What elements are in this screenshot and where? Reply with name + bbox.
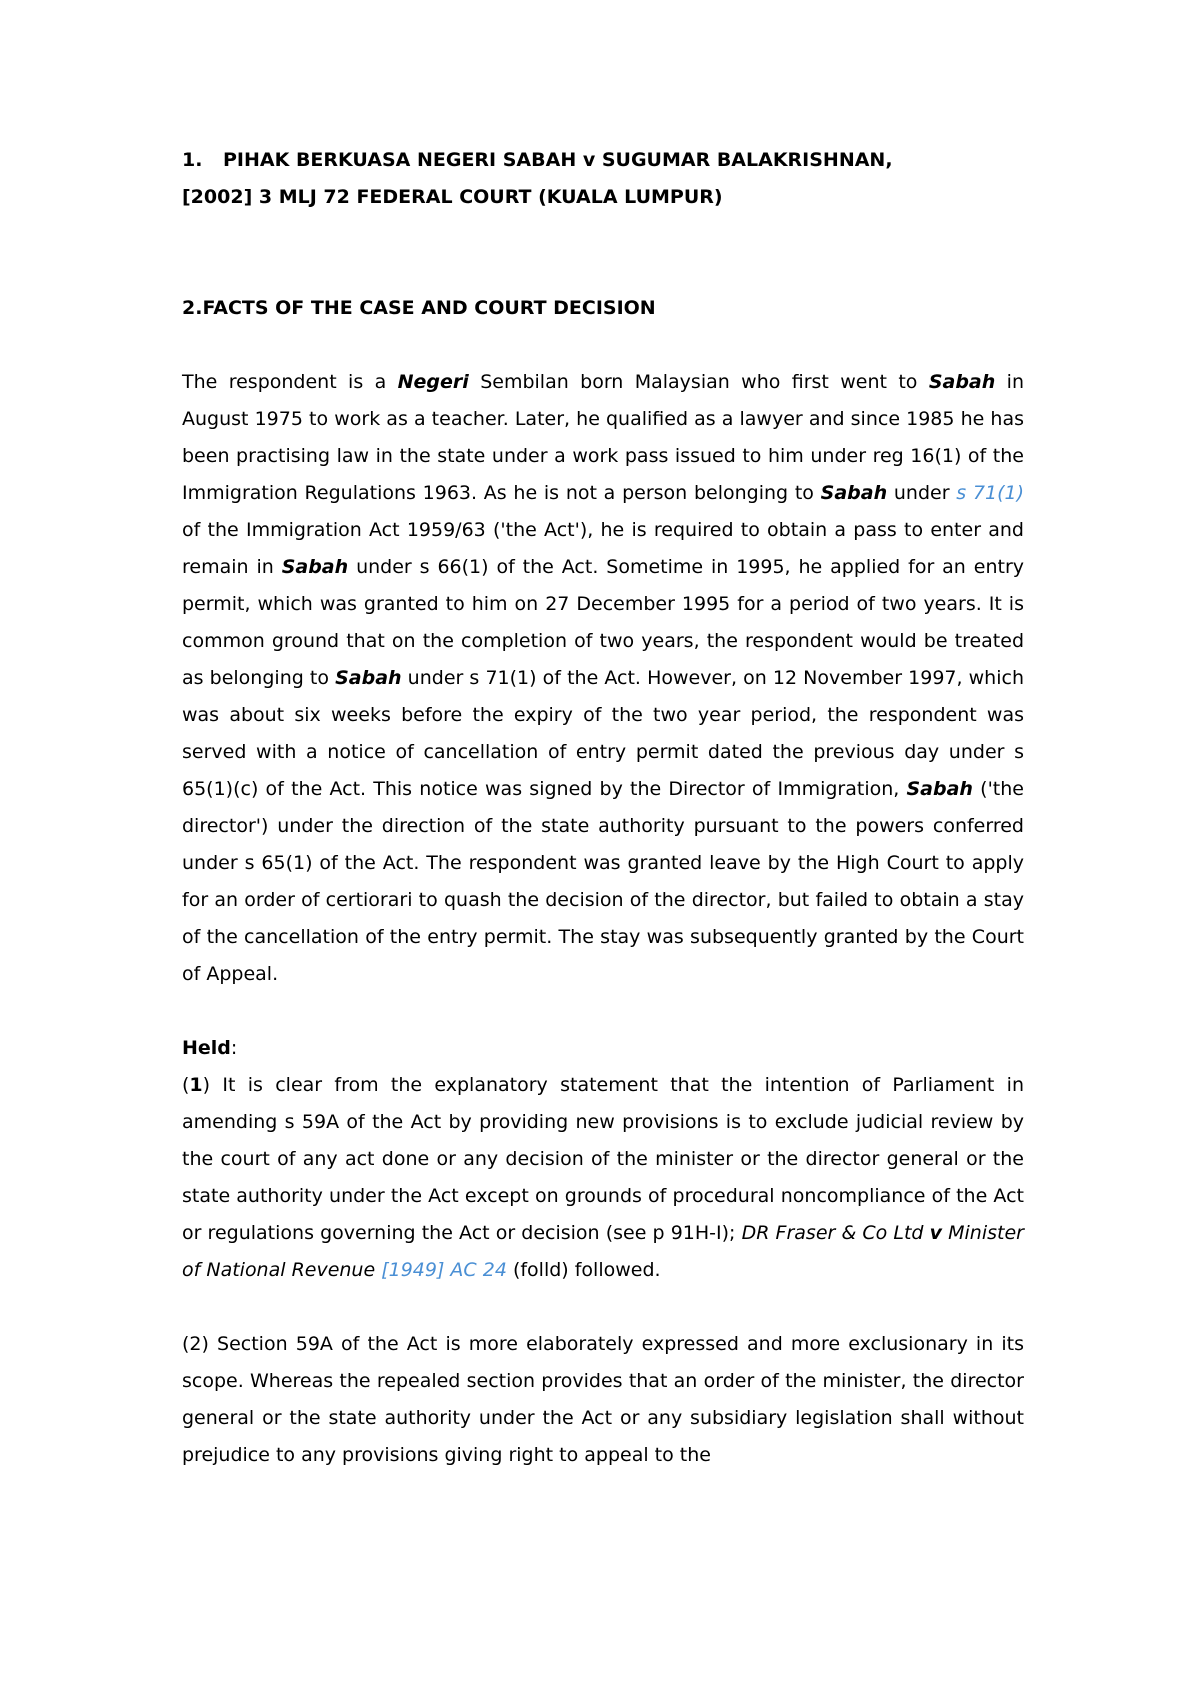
case-citation-link[interactable]: [1949] AC 24 xyxy=(381,1259,507,1281)
case-title-line-1 xyxy=(182,142,1024,179)
facts-emphasis-sabah: Sabah xyxy=(820,482,888,504)
spacer xyxy=(182,993,1024,1030)
case-name: DR Fraser & Co Ltd xyxy=(741,1222,930,1244)
held-text: (folld) followed. xyxy=(506,1259,661,1281)
facts-text: under s 71(1) of the Act. However, on 12 November 1997, which was about six weeks before the expiry of the two year period, the respondent was served with a notice of cancellation of entry permit dated the previous day under s 65(1)(c) of the Act. This notice was signed by the Director of Immigration, xyxy=(182,667,1024,800)
held-paragraph-1 xyxy=(182,1067,1024,1289)
held-point-number: 1 xyxy=(189,1074,203,1096)
facts-text: under s 66(1) of the Act. Sometime in 1995, he applied for an entry permit, which was granted to him on 27 December 1995 for a period of two years. It is common ground that on the completion of two years, the respondent would be treated as belonging to xyxy=(182,556,1024,689)
facts-emphasis-sabah: Sabah xyxy=(906,778,973,800)
facts-emphasis-sabah: Sabah xyxy=(335,667,402,689)
facts-text: ('the director') under the direction of the state authority pursuant to the powers conferred under s 65(1) of the Act. The respondent was granted leave by the High Court to apply for an order of certiorari to quash the decision of the director, but failed to obtain a stay of the cancellation of the entry permit. The stay was subsequently granted by the Court of Appeal. xyxy=(182,778,1024,985)
case-versus: v xyxy=(929,1222,943,1244)
facts-text: The respondent is a xyxy=(182,371,398,393)
facts-text: Sembilan born Malaysian who first went to xyxy=(468,371,929,393)
section-71-link[interactable]: s 71(1) xyxy=(956,482,1024,504)
facts-emphasis-sabah: Sabah xyxy=(281,556,349,578)
facts-text: of the Immigration Act 1959/63 ('the Act'), he is required to obtain a pass to enter and remain in xyxy=(182,519,1024,578)
case-title: PIHAK BERKUASA NEGERI SABAH v SUGUMAR BALAKRISHNAN, xyxy=(223,149,893,171)
facts-emphasis-negeri: Negeri xyxy=(397,371,469,393)
facts-text: under xyxy=(887,482,957,504)
held-colon: : xyxy=(230,1037,238,1059)
held-text: ( xyxy=(182,1074,190,1096)
held-label: Held xyxy=(182,1037,231,1059)
held-text: It is clear from the explanatory statement that the intention of Parliament in amending s 59A of the Act by providing new provisions is to exclude judicial review by the court of any act done or any decision of the minister or the director general or the state authority under the Act except on grounds of procedural noncompliance of the Act or regulations governing the Act or decision (see p 91H-I); xyxy=(182,1074,1024,1244)
held-paragraph-2: (2) Section 59A of the Act is more elaborately expressed and more exclusionary in its scope. Whereas the repealed section provides that an order of the minister, the director general or the state authority under the Act or any subsidiary legislation shall without prejudice to any provisions giving right to appeal to the xyxy=(182,1333,1024,1466)
case-citation: [2002] 3 MLJ 72 FEDERAL COURT (KUALA LUMPUR) xyxy=(182,186,723,208)
held-heading xyxy=(182,1030,1024,1067)
case-number: 1. xyxy=(182,149,203,171)
held-text: ) xyxy=(202,1074,211,1096)
facts-emphasis-sabah: Sabah xyxy=(928,371,996,393)
case-name: Minister of National Revenue xyxy=(182,1222,1024,1281)
spacer xyxy=(182,216,1024,290)
document-body xyxy=(182,142,1024,1474)
spacer xyxy=(182,327,1024,364)
spacer xyxy=(182,1289,1024,1326)
facts-paragraph xyxy=(182,364,1024,993)
section-heading-facts: 2.FACTS OF THE CASE AND COURT DECISION xyxy=(182,297,656,319)
facts-text: in August 1975 to work as a teacher. Later, he qualified as a lawyer and since 1985 he has been practising law in the state under a work pass issued to him under reg 16(1) of the Immigration Regulations 1963. As he is not a person belonging to xyxy=(182,371,1024,504)
